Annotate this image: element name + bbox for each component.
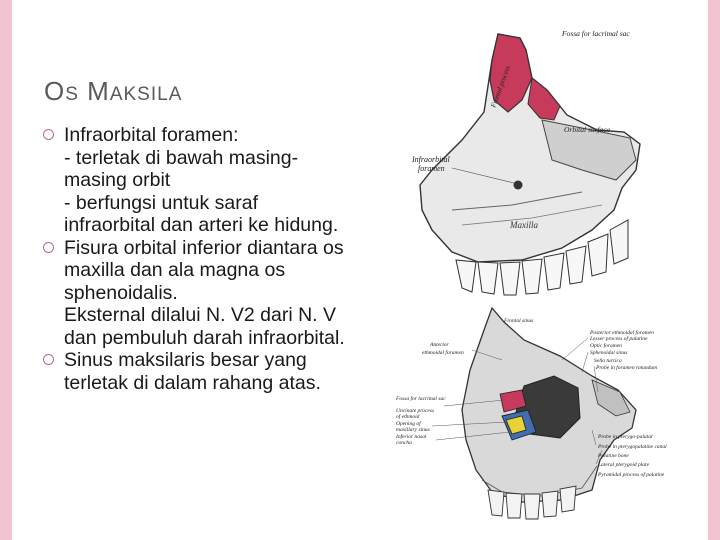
bullet-line: infraorbital dan arteri ke hidung. xyxy=(64,214,339,236)
bullet-line: dan pembuluh darah infraorbital. xyxy=(64,326,345,349)
lateral-pterygoid-label: Lateral pterygoid plate xyxy=(598,462,650,468)
posterior-ethmoidal-label-2: Lesser process of palatine xyxy=(590,336,648,342)
optic-foramen-label: Optic foramen xyxy=(590,343,622,349)
slide-left-border xyxy=(0,0,12,540)
sphenoidal-sinus-label: Sphenoidal sinus xyxy=(590,350,628,356)
inferior-concha-label-1: Inferior nasal xyxy=(396,434,427,440)
bullet-line: Infraorbital foramen: xyxy=(64,124,239,146)
slide-right-border xyxy=(708,0,720,540)
bullet-item-infraorbital xyxy=(44,124,389,237)
maxilla-anatomy-figure xyxy=(392,20,692,520)
bullet-line: Fisura orbital inferior diantara os xyxy=(64,236,344,259)
bullet-line: - berfungsi untuk saraf xyxy=(64,191,259,214)
bullet-item-sinus xyxy=(44,349,389,394)
bullet-list xyxy=(44,124,389,394)
inferior-concha-label-2: concha xyxy=(396,440,412,446)
bullet-line: Sinus maksilaris besar yang xyxy=(64,349,307,371)
pyramidal-process-label: Pyramidal process of palatine xyxy=(598,472,665,478)
circle-bullet-icon xyxy=(43,129,54,140)
fossa-label: Fossa for lacrimal sac xyxy=(562,29,630,38)
circle-bullet-icon xyxy=(43,242,54,253)
slide-title: OS MAKSILA xyxy=(44,76,183,106)
anterior-ethmoidal-label-1: Anterior xyxy=(430,342,449,348)
infraorbital-label-2: foramen xyxy=(418,164,445,173)
bullet-item-fisura xyxy=(44,237,389,350)
uncinate-label-1: Uncinate process xyxy=(396,408,435,414)
orbital-surface-label: Orbital surface xyxy=(564,125,611,134)
sella-turcica-label: Sella turcica xyxy=(594,358,622,364)
frontal-process-label: Frontal process xyxy=(489,64,512,109)
bullet-line: maxilla dan ala magna os xyxy=(64,259,286,281)
bullet-line: masing orbit xyxy=(64,169,171,191)
bullet-line: Eksternal dilalui N. V2 dari N. V xyxy=(64,304,337,326)
anterior-ethmoidal-label-2: ethmoidal foramen xyxy=(422,350,464,356)
palatine-bone-label: Palatine bone xyxy=(598,453,629,459)
infraorbital-label-1: Infraorbital xyxy=(412,155,450,164)
probe-palatine-label: Probe in pterygopalatine canal xyxy=(598,444,667,450)
fossa-lacrimal-label: Fossa for lacrimal sac xyxy=(396,396,446,402)
opening-label-1: Opening of xyxy=(396,421,421,427)
frontal-sinus-label: Frontal sinus xyxy=(504,318,534,324)
maxilla-label: Maxilla xyxy=(510,220,538,230)
bullet-line: sphenoidalis. xyxy=(64,281,178,304)
maxilla-top-illustration xyxy=(411,29,640,295)
probe-rotundum-label: Probe in foramen rotundum xyxy=(596,365,658,371)
probe-pterygopalatine-label: Probe in pterygo-palatal xyxy=(598,434,653,440)
opening-label-2: maxillary sinus xyxy=(396,427,430,433)
bullet-line: terletak di dalam rahang atas. xyxy=(64,371,321,394)
circle-bullet-icon xyxy=(43,354,54,365)
bullet-line: - terletak di bawah masing- xyxy=(64,146,299,169)
maxilla-bottom-illustration xyxy=(395,308,667,519)
uncinate-label-2: of ethmoid xyxy=(396,414,420,420)
posterior-ethmoidal-label-1: Posterior ethmoidal foramen xyxy=(590,330,654,336)
